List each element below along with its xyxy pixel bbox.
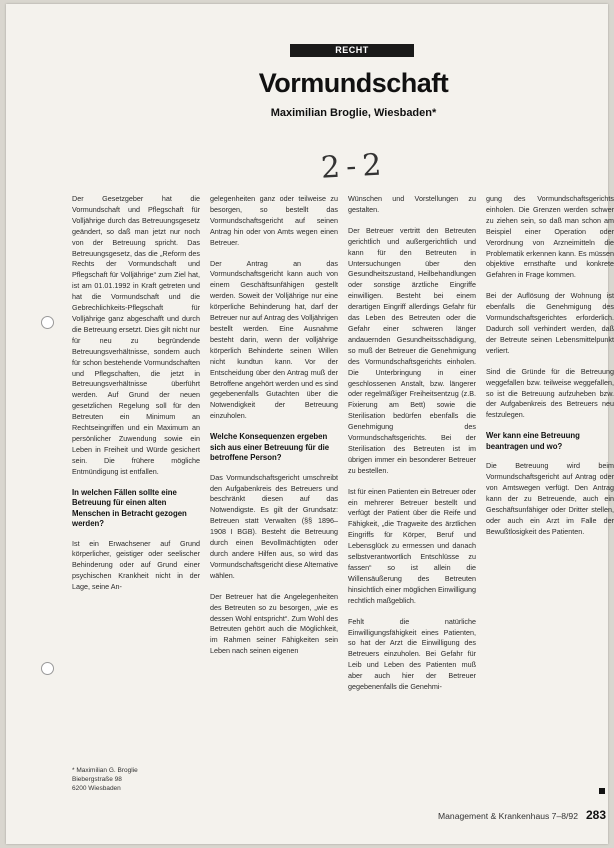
end-of-article-mark [599,788,605,794]
paragraph: gelegenheiten ganz oder teilweise zu besorgen, so bestellt das Vormundschaftsgericht auf seinen Antrag hin oder von Amts wegen einen Betreuer. [210,194,338,247]
text-column-1 [72,194,200,603]
binder-hole [41,316,54,329]
section-heading: In welchen Fällen sollte eine Betreuung für einen alten Menschen in Betracht gezogen werden? [72,487,187,529]
footnote-line: * Maximilian G. Broglie [72,767,138,774]
footnote-line: 6200 Wiesbaden [72,785,121,792]
article-title: Vormundschaft [258,68,449,98]
paragraph: gung des Vormundschaftsgerichts einholen. Die Grenzen werden schwer zu ziehen sein, so daß man schon am Beispiel einer Operation oder Verordnung von Arzneimitteln die Problematik erkennen kann. Es müssen objektive ernsthafte und konkrete Gefahren in Frage kommen. [486,194,614,280]
paragraph: Die Betreuung wird beim Vormundschaftsgericht auf Antrag oder von Amtswegen verfügt. Den Antrag kann der zu Betreuende, auch ein Geschäftsunfähiger oder Dritter stellen, oder auch ein Arzt im Falle der Bewußtlosigkeit des Patienten. [486,461,614,536]
document-page [6,4,614,844]
paragraph: Ist ein Erwachsener auf Grund körperlicher, geistiger oder seelischer Behinderung oder auf Grund einer psychischen Krankheit nicht in der Lage, seine An- [72,538,200,592]
binder-hole [41,662,54,675]
text-column-3 [348,194,476,703]
paragraph: Wünschen und Vorstellungen zu gestalten. [348,194,476,214]
paragraph: Ist für einen Patienten ein Betreuer oder ein mehrerer Betreuer bestellt und verfügt der Patient über die Reife und Fähigkeit, „die Tragweite des ärztlichen Eingriffs für Körper, Beruf und Lebensglück zu ermessen und danach selbstverantwortlich Entschlüsse zu fassen“ so ist allein die Willensäußerung des Betreuten hinsichtlich einer möglichen Einwilligung rechtlich maßgeblich. [348,486,476,605]
article-author: Maximilian Broglie, Wiesbaden* [270,107,437,119]
paragraph: Der Gesetzgeber hat die Vormundschaft und Pflegschaft für Volljährige durch das Betreuungsgesetz geändert, so daß man jetzt nur noch von der Betreuung spricht. Das Betreuungsgesetz, das die „Reform des Rechts der Vormundschaft und Pflegschaft für Volljährige“ zum Ziel hat, ist am 01.01.1992 in Kraft getreten und hat die Vormundschaft und die Gebrechlichkeits-Pflegschaft für Volljährige ganz abgeschafft und durch die Betreuung ersetzt. Dies gilt nicht nur für neu zu begründende Betreuungsverhältnisse, sondern auch für schon bestehende Vormundschaften und Pflegschaften, die jetzt in Betreuungsverhältnisse überführt werden. Auf Grund der neuen gesetzlichen Regelung soll für den Betreuten ein Minimum an Rechtseingriffen und ein Maximum an persönlicher Zuwendung sowie ein Leben in Freiheit und Würde gesichert sein. Die frühere mögliche Entmündigung ist entfallen. [72,194,200,476]
section-heading: Welche Konsequenzen ergeben sich aus einer Betreuung für die betroffene Person? [210,432,330,463]
page-footer [406,808,606,824]
footnote-line: Biebergstraße 98 [72,776,122,783]
page-number: 283 [585,808,606,822]
section-heading: Wer kann eine Betreuung beantragen und wo? [486,431,580,451]
paragraph: Der Betreuer vertritt den Betreuten gerichtlich und außergerichtlich und kann für den Betreuten in Untersuchungen über den Gesundheitszustand, Heilbehandlungen oder sonstige ärztliche Eingriffe einwilligen. Besteht bei einem derartigen Eingriff allerdings Gefahr für das Leben des Betreuten oder die Gefahr einer schweren länger andauernden Gesundheitsschädigung, so muß der Betreuer die Genehmigung des Vormundschaftsgerichts einholen. Die Unterbringung in einer geschlossenen Anstalt, bzw. längerer oder regelmäßiger Freiheitsentzug (z.B. Fixierung am Bett) sowie die Sterilisation bedürfen ebenfalls die Genehmigung des Vormundschaftsgerichts. Bei der Sterilisation des Betreuten ist im übrigen immer ein besonderer Betreuer zu bestellen. [348,225,476,475]
journal-name: Management & Krankenhaus 7–8/92 [437,811,578,821]
paragraph: Fehlt die natürliche Einwilligungsfähigkeit eines Patienten, so hat der Arzt die Einwilligung des Betreuers einzuholen. Bei Gefahr für Leib und Leben des Patienten muß aber auch hier der Betreuer gegebenenfalls die Genehmi- [348,616,476,692]
text-column-4 [486,194,614,548]
paragraph: Bei der Auflösung der Wohnung ist ebenfalls die Genehmigung des Vormundschaftsgerichtes erforderlich. Dadurch soll verhindert werden, daß der Betreute seinen Lebensmittelpunkt verliert. [486,291,614,355]
paragraph: Der Antrag an das Vormundschaftsgericht kann auch von einem Geschäftsunfähigen gestellt werden. Soweit der Volljährige nur eine körperliche Behinderung hat, darf der Betreuer nur auf Antrag des Volljährigen bestellt werden. Eine Ausnahme besteht darin, wenn der volljährige körperlich Behinderte seinen Willen nicht kundtun kann. Vor der Entscheidung über den Antrag muß der Betroffene angehört werden und es sind gegebenenfalls Gutachten über die Notwendigkeit der Betreuung einzuholen. [210,258,338,421]
paragraph: Sind die Gründe für die Betreuung weggefallen bzw. teilweise weggefallen, so ist die Betreuung aufzuheben bzw. der Aufgabenkreis des Betreuers neu festzulegen. [486,366,614,420]
paragraph: Der Betreuer hat die Angelegenheiten des Betreuten so zu besorgen, „wie es dessen Wohl entspricht“. Zum Wohl des Betreuten gehört auch die Möglichkeit, im Rahmen seiner Fähigkeiten sein Leben nach seinen eigenen [210,591,338,656]
author-footnote [72,766,200,793]
paragraph: Das Vormundschaftsgericht umschreibt den Aufgabenkreis des Betreuers und beschränkt diesen auf das Notwendigste. Es gilt der Grundsatz: Betreuen statt Verwalten (§§ 1896–1908 I BGB). Besteht die Betreuung durch einen Bevollmächtigten oder durch andere Hilfen aus, so wird das Vormundschaftsgericht diese Alternative wählen. [210,472,338,580]
text-column-2 [210,194,338,667]
section-label: RECHT [290,44,414,57]
handwritten-note: 2-2 [320,147,389,186]
